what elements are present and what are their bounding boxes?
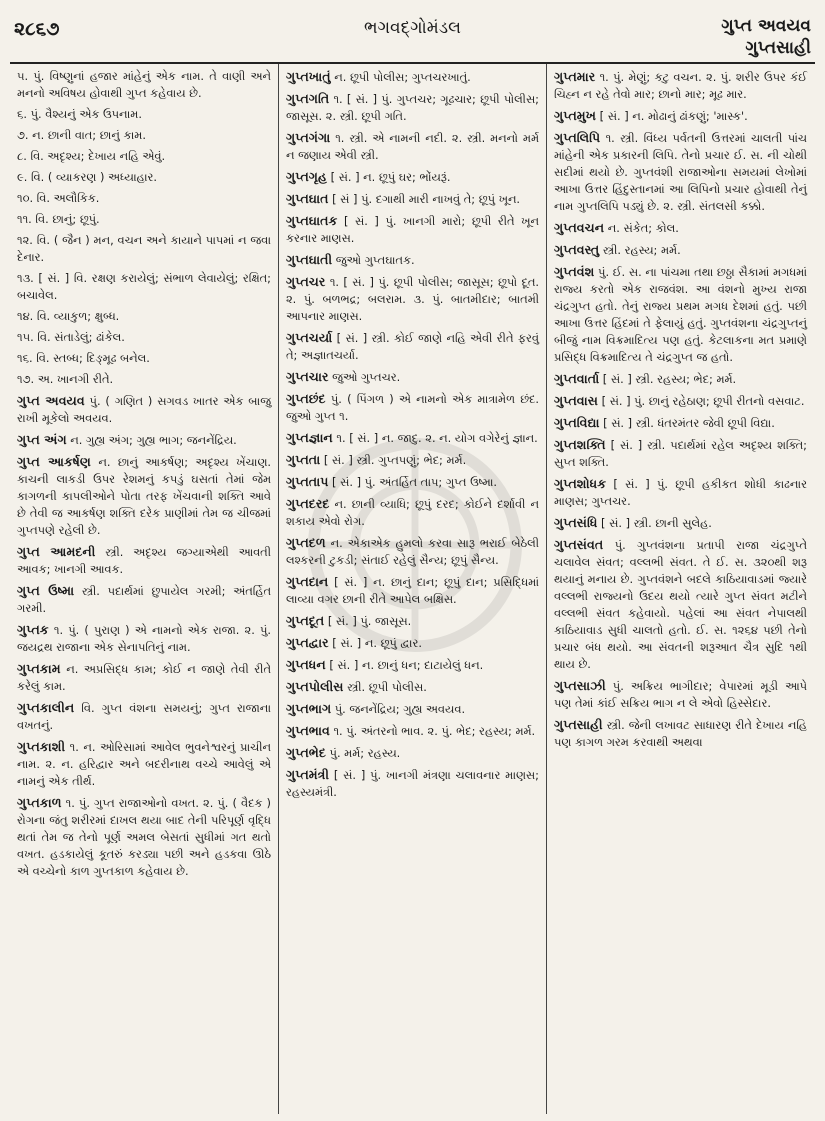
entry-headword: ગુપ્તક bbox=[17, 622, 49, 637]
dictionary-entry bbox=[286, 368, 539, 386]
dictionary-entry bbox=[286, 612, 539, 630]
dictionary-entry bbox=[286, 429, 539, 447]
guide-word-first: ગુપ્ત અવયવ bbox=[721, 16, 811, 36]
entry-definition: [ સં. ] પું. ખાનગી મારો; છૂપી રીતે ખૂન કરનાર માણસ. bbox=[286, 214, 539, 245]
entry-definition: ૧૫. વિ. સંતાડેલું; ઢાંકેલ. bbox=[17, 330, 125, 344]
dictionary-entry bbox=[554, 219, 807, 237]
entry-definition: પું. ગુપ્તવંશના પ્રતાપી રાજા ચંદ્રગુપ્તે ચલાવેલ સંવત; વલ્લભી સંવત. તે ઈ. સ. ૩૨૦થી શરૂ થયાનું મનાય છે. ગુપ્તવંશને બદલે કાઠિયાવાડમાં જ્યારે વલ્લભી રાજ્યનો ઉદય થયો ત્યારે ગુપ્ત સંવત મટીને વલ્લભી સંવત કહેવાયો. પહેલાં આ સંવત નેપાલથી કાઠિયાવાડ સુધી ચાલતો હતો. ઈ. સ. ૧૨૬૪ પછી તેનો પ્રચાર બંધ થયો. આ સંવતની શરૂઆત ચૈત્ર સુદિ ૧થી થાય છે. bbox=[554, 538, 807, 671]
entry-headword: ગુપ્તદાન bbox=[286, 574, 329, 589]
dictionary-entry bbox=[286, 722, 539, 740]
dictionary-entry bbox=[17, 699, 271, 734]
dictionary-entry bbox=[17, 431, 271, 449]
dictionary-entry bbox=[286, 744, 539, 762]
entry-definition: ન. અપ્રસિદ્ધ કામ; કોઈ ન જાણે તેવી રીતે કરેલું કામ. bbox=[17, 662, 271, 693]
entry-headword: ગુપ્તસંવત bbox=[554, 537, 604, 552]
entry-definition: [ સં. ] સ્ત્રી. છાની સુલેહ. bbox=[601, 516, 712, 530]
entry-headword: ગુપ્તભેદ bbox=[286, 745, 326, 760]
entry-definition: [ સં ] પું. દગાથી મારી નાખવું તે; છૂપું ખૂન. bbox=[332, 192, 521, 206]
entry-headword: ગુપ્ત આકર્ષણ bbox=[17, 454, 91, 469]
guide-word-last: ગુપ્તસાહી bbox=[745, 38, 811, 58]
dictionary-entry bbox=[554, 414, 807, 432]
entry-definition: પું. ( પિંગળ ) એ નામનો એક માત્રામેળ છંદ. જુઓ ગુપ્ત ૧. bbox=[286, 392, 539, 423]
column-middle bbox=[278, 64, 546, 1114]
dictionary-entry bbox=[17, 660, 271, 695]
entry-definition: ૧૦. વિ. અલૌકિક. bbox=[17, 191, 100, 205]
entry-definition: ૯. વિ. ( વ્યાકરણ ) અધ્યાહાર. bbox=[17, 170, 158, 184]
entry-definition: પું. ઈ. સ. ના પાંચમા તથા છઠ્ઠા સૈકામાં મગધમાં રાજ્ય કરતો એક રાજવંશ. આ વંશનો મુખ્ય રાજા ચંદ્રગુપ્ત હતો. તેનું રાજ્ય પ્રથમ મગધ દેશમાં હતું. પછી આખા ઉત્તર હિંદમાં તે ફેલાયું હતું. ગુપ્તવંશના ચંદ્રગુપ્તનું બીજું નામ વિક્રમાદિત્ય પણ હતું. કેટલાકના મત પ્રમાણે પ્રસિદ્ધ વિક્રમાદિત્ય તે ચંદ્રગુપ્ત જ હતો. bbox=[554, 265, 807, 364]
dictionary-entry bbox=[17, 329, 271, 346]
dictionary-entry bbox=[17, 148, 271, 165]
entry-headword: ગુપ્તવચન bbox=[554, 220, 605, 235]
dictionary-entry bbox=[554, 370, 807, 388]
entry-definition: ૧૩. [ સં. ] વિ. રક્ષણ કરાયેલું; સંભાળ લેવાયેલું; રક્ષિત; બચાવેલ. bbox=[17, 271, 271, 302]
entry-definition: ૧૨. વિ. ( જૈન ) મન, વચન અને કાયાને પાપમાં ન જવા દેનાર. bbox=[17, 233, 271, 264]
entry-definition: ન. સંકેત; કોલ. bbox=[607, 221, 679, 235]
dictionary-entry bbox=[286, 329, 539, 364]
dictionary-entry bbox=[17, 392, 271, 427]
dictionary-entry bbox=[17, 794, 271, 880]
entry-definition: ૫. પું. વિષ્ણુનાં હજાર માંહેનું એક નામ. તે વાણી અને મનનો અવિષય હોવાથી ગુપ્ત કહેવાય છે. bbox=[17, 69, 271, 100]
entry-headword: ગુપ્તવાર્તા bbox=[554, 371, 600, 386]
entry-headword: ગુપ્તસાઝી bbox=[554, 678, 606, 693]
dictionary-entry bbox=[286, 190, 539, 208]
dictionary-entry bbox=[17, 270, 271, 304]
dictionary-columns bbox=[10, 64, 815, 1114]
entry-definition: ૧૧. વિ. છાનું; છૂપું. bbox=[17, 212, 100, 226]
dictionary-entry bbox=[286, 251, 539, 269]
entry-definition: ૧. સ્ત્રી. એ નામની નદી. ૨. સ્ત્રી. મનનો મર્મ ન જણાય એવી સ્ત્રી. bbox=[286, 131, 539, 162]
entry-definition: ૬. પું. વૈશ્યનું એક ઉપનામ. bbox=[17, 107, 142, 121]
dictionary-entry bbox=[286, 656, 539, 674]
entry-definition: ન. એકાએક હુમલો કરવા સારૂ ભરાઈ બેઠેલી લશ્કરની ટુકડી; સંતાઈ રહેલું સૈન્ય; છૂપું સૈન્ય. bbox=[286, 536, 540, 567]
entry-definition: સ્ત્રી. પદાર્થમાં છુપાયેલ ગરમી; અંતર્હિત ગરમી. bbox=[17, 584, 271, 615]
page-number: ૨૮૬૭ bbox=[14, 18, 60, 40]
dictionary-entry bbox=[286, 212, 539, 247]
entry-headword: ગુપ્તગતિ bbox=[286, 91, 330, 106]
dictionary-entry bbox=[554, 514, 807, 532]
dictionary-entry bbox=[17, 211, 271, 228]
dictionary-entry bbox=[17, 453, 271, 539]
entry-headword: ગુપ્તઘાતક bbox=[286, 213, 338, 228]
entry-headword: ગુપ્તકામ bbox=[17, 661, 61, 676]
entry-definition: જુઓ ગુપ્તચર. bbox=[332, 370, 401, 384]
entry-definition: પું. મર્મ; રહસ્ય. bbox=[329, 746, 401, 760]
entry-headword: ગુપ્તમાર bbox=[554, 69, 596, 84]
entry-headword: ગુપ્તમુખ bbox=[554, 108, 597, 123]
entry-definition: [ સં. ] સ્ત્રી. કોઈ જાણે નહિ એવી રીતે ફરવું તે; અજ્ઞાતચર્યા. bbox=[286, 331, 539, 362]
entry-definition: [ સં. ] પું. છૂપી હકીકત શોધી કાઢનાર માણસ; ગુપ્તચર. bbox=[554, 477, 807, 508]
dictionary-entry bbox=[17, 190, 271, 207]
dictionary-entry bbox=[286, 678, 539, 696]
entry-headword: ગુપ્ત અવયવ bbox=[17, 393, 85, 408]
dictionary-entry bbox=[286, 129, 539, 164]
dictionary-entry bbox=[554, 716, 807, 751]
entry-definition: જુઓ ગુપ્તઘાતક. bbox=[335, 253, 415, 267]
entry-definition: [ સં. ] પું. અંતર્હિત તાપ; ગુપ્ત ઉષ્મા. bbox=[332, 475, 498, 489]
entry-definition: સ્ત્રી. છૂપી પોલીસ. bbox=[347, 680, 427, 694]
entry-definition: સ્ત્રી. અદૃશ્ય જગ્યાએથી આવતી આવક; ખાનગી આવક. bbox=[17, 545, 271, 576]
entry-headword: ગુપ્તતા bbox=[286, 452, 321, 467]
entry-definition: ૧. પું. ( પુરાણ ) એ નામનો એક રાજા. ૨. પું. જયદ્રથ રાજાના એક સેનાપતિનું નામ. bbox=[17, 623, 272, 654]
entry-definition: ૧. પું. અંતરનો ભાવ. ૨. પું. ભેદ; રહસ્ય; મર્મ. bbox=[333, 724, 536, 738]
entry-definition: ૮. વિ. અદૃશ્ય; દેખાય નહિ એવું. bbox=[17, 149, 166, 163]
dictionary-entry bbox=[554, 475, 807, 510]
dictionary-entry bbox=[286, 700, 539, 718]
dictionary-entry bbox=[286, 766, 539, 801]
dictionary-entry bbox=[17, 308, 271, 325]
dictionary-entry bbox=[286, 573, 539, 608]
dictionary-entry bbox=[286, 90, 539, 125]
entry-definition: ન. ગુહ્ય અંગ; ગુહ્ય ભાગ; જનનેંદ્રિય. bbox=[70, 433, 237, 447]
entry-definition: ૧૪. વિ. વ્યાકુળ; ક્ષુબ્ધ. bbox=[17, 309, 120, 323]
dictionary-entry bbox=[554, 263, 807, 366]
entry-definition: [ સં. ] ન. મોઢાનું ઢાંકણું; 'માસ્ક'. bbox=[599, 109, 748, 123]
entry-definition: ૧૭. અ. ખાનગી રીતે. bbox=[17, 372, 114, 386]
entry-definition: પું. જનનેંદ્રિય; ગુહ્ય અવયવ. bbox=[334, 702, 466, 716]
entry-headword: ગુપ્તમંત્રી bbox=[286, 767, 330, 782]
dictionary-entry bbox=[554, 677, 807, 712]
entry-definition: ૧. ન. ઓરિસામાં આવેલ ભુવનેશ્વરનું પ્રાચીન નામ. ૨. ન. હરિદ્વાર અને બદરીનાથ વચ્ચે આવેલું એ નામનું એક તીર્થ. bbox=[17, 740, 271, 788]
entry-headword: ગુપ્તદળ bbox=[286, 535, 326, 550]
entry-definition: [ સં. ] ન. છૂપું ઘર; ભોંયરૂં. bbox=[330, 170, 451, 184]
entry-headword: ગુપ્તભાવ bbox=[286, 723, 330, 738]
dictionary-entry bbox=[17, 738, 271, 790]
entry-definition: ૧. સ્ત્રી. વિંધ્ય પર્વતની ઉત્તરમાં ચાલતી પાંચ માંહેની એક પ્રકારની લિપિ. તેનો પ્રચાર ઈ. સ. ની ચોથી સદીમાં થયો છે. ગુપ્તવંશી રાજાઓના સમયમાં લેખોમાં આખા ઉત્તર હિંદુસ્તાનમાં આ લિપિનો પ્રચાર હોવાથી તેનું નામ ગુપ્તલિપિ પડ્યું છે. ૨. સ્ત્રી. સંતલસી કક્કો. bbox=[554, 131, 807, 213]
entry-headword: ગુપ્ત આમદની bbox=[17, 544, 96, 559]
entry-definition: ૧૬. વિ. સ્તબ્ધ; દિઙ્મૂઢ બનેલ. bbox=[17, 351, 150, 365]
entry-definition: પું. અક્રિય ભાગીદાર; વેપારમાં મૂડી આપે પણ તેમાં કાંઈ સક્રિય ભાગ ન લે એવો હિસ્સેદાર. bbox=[554, 679, 807, 710]
dictionary-entry bbox=[286, 534, 539, 569]
entry-headword: ગુપ્તસંધિ bbox=[554, 515, 598, 530]
entry-headword: ગુપ્તદ્વાર bbox=[286, 635, 329, 650]
column-right bbox=[546, 64, 814, 1114]
entry-headword: ગુપ્તપોલીસ bbox=[286, 679, 344, 694]
dictionary-entry bbox=[286, 390, 539, 425]
entry-headword: ગુપ્તદૂત bbox=[286, 613, 325, 628]
entry-headword: ગુપ્તચર્યા bbox=[286, 330, 333, 345]
entry-headword: ગુપ્તશક્તિ bbox=[554, 437, 606, 452]
entry-definition: ન. છાનું આકર્ષણ; અદૃશ્ય ખેંચાણ. કાચની લાકડી ઉપર રેશમનું કપડું ઘસતાં તેમાં જેમ કાગળની કાપલીઓને પોતા તરફ ખેંચવાની શક્તિ આવે છે તેવી જ આકર્ષણ શક્તિ દરેક પ્રાણીમાં તેમ જ ચીજમાં ગુપ્તપણે રહેલી છે. bbox=[17, 455, 271, 537]
entry-headword: ગુપ્તકાળ bbox=[17, 795, 62, 810]
entry-headword: ગુપ્તસાહી bbox=[554, 717, 603, 732]
dictionary-entry bbox=[286, 473, 539, 491]
dictionary-entry bbox=[286, 273, 539, 325]
entry-headword: ગુપ્તચાર bbox=[286, 369, 329, 384]
entry-headword: ગુપ્તધન bbox=[286, 657, 326, 672]
entry-headword: ગુપ્ત અંગ bbox=[17, 432, 67, 447]
dictionary-entry bbox=[554, 536, 807, 673]
running-title: ભગવદ્ગોમંડલ bbox=[364, 18, 461, 38]
entry-definition: [ સં. ] સ્ત્રી. રહસ્ય; ભેદ; મર્મ. bbox=[602, 372, 737, 386]
entry-headword: ગુપ્તકાશી bbox=[17, 739, 66, 754]
entry-definition: [ સં. ] ન. છાનું દાન; છૂપું દાન; પ્રસિદ્ધિમાં લાવ્યા વગર છાની રીતે આપેલ બક્ષિસ. bbox=[286, 575, 540, 606]
entry-headword: ગુપ્તછંદ bbox=[286, 391, 326, 406]
entry-headword: ગુપ્ત ઉષ્મા bbox=[17, 583, 75, 598]
entry-definition: ૧. પું. મેણું; કટુ વચન. ૨. પું. શરીર ઉપર કંઈ ચિહ્ન ન રહે તેવો માર; છાનો માર; મૂઢ માર. bbox=[554, 70, 808, 101]
entry-headword: ગુપ્તતાપ bbox=[286, 474, 329, 489]
entry-definition: ૭. ન. છાની વાત; છાનું કામ. bbox=[17, 128, 146, 142]
entry-headword: ગુપ્તઘાત bbox=[286, 191, 329, 206]
entry-headword: ગુપ્તગૃહ bbox=[286, 169, 327, 184]
entry-headword: ગુપ્તખાતું bbox=[286, 69, 331, 84]
dictionary-entry bbox=[554, 129, 807, 215]
entry-headword: ગુપ્તવસ્તુ bbox=[554, 242, 600, 257]
dictionary-entry bbox=[554, 436, 807, 471]
entry-headword: ગુપ્તવિદ્યા bbox=[554, 415, 600, 430]
entry-definition: ૧. [ સં. ] ન. જાદુ. ૨. ન. યોગ વગેરેનું જ્ઞાન. bbox=[336, 431, 538, 445]
dictionary-entry bbox=[554, 68, 807, 103]
entry-definition: [ સં. ] સ્ત્રી. પદાર્થમાં રહેલ અદૃશ્ય શક્તિ; સુપ્ત શક્તિ. bbox=[554, 438, 807, 469]
column-left bbox=[10, 64, 278, 1114]
entry-definition: ૧. [ સં. ] પું. છૂપી પોલીસ; જાસૂસ; છૂપો દૂત. ૨. પું. બળભદ્ર; બલરામ. ૩. પું. બાતમીદાર; બાતમી આપનાર માણસ. bbox=[286, 275, 540, 323]
entry-headword: ગુપ્તદરદ bbox=[286, 496, 330, 511]
entry-headword: ગુપ્તલિપિ bbox=[554, 130, 601, 145]
entry-headword: ગુપ્તકાલીન bbox=[17, 700, 75, 715]
entry-definition: ૧. [ સં. ] પું. ગુપ્તચર; ગૂઢચાર; છૂપી પોલીસ; જાસૂસ. ૨. સ્ત્રી. છૂપી ગતિ. bbox=[286, 92, 540, 123]
entry-headword: ગુપ્તચર bbox=[286, 274, 326, 289]
entry-definition: ૧. પું. ગુપ્ત રાજાઓનો વખત. ૨. પું. ( વૈદક ) રોગના જંતુ શરીરમાં દાખલ થયા બાદ તેની પરિપૂર્ણ વૃદ્ધિ થતાં તેમ જ તેનો પૂર્ણ અમલ બેસતાં સુધીમાં ગત થતો વખત. હડકાયેલું કૂતરું કરડ્યા પછી અને હડકવા ઊઠે એ વચ્ચેનો કાળ ગુપ્તકાળ કહેવાય છે. bbox=[17, 796, 271, 878]
entry-headword: ગુપ્તશોધક bbox=[554, 476, 607, 491]
dictionary-entry bbox=[554, 392, 807, 410]
dictionary-entry bbox=[17, 127, 271, 144]
dictionary-entry bbox=[17, 232, 271, 266]
entry-headword: ગુપ્તગંગા bbox=[286, 130, 331, 145]
entry-headword: ગુપ્તજ્ઞાન bbox=[286, 430, 333, 445]
entry-headword: ગુપ્તભાગ bbox=[286, 701, 332, 716]
dictionary-entry bbox=[17, 582, 271, 617]
dictionary-entry bbox=[17, 371, 271, 388]
dictionary-entry bbox=[17, 543, 271, 578]
dictionary-entry bbox=[286, 168, 539, 186]
dictionary-entry bbox=[17, 68, 271, 102]
entry-definition: [ સં. ] સ્ત્રી. ધંતરમંતર જેવી છૂપી વિદ્યા. bbox=[603, 416, 775, 430]
entry-definition: [ સં. ] ન. છાનું ધન; દાટાયેલું ધન. bbox=[329, 658, 484, 672]
entry-headword: ગુપ્તવંશ bbox=[554, 264, 595, 279]
entry-definition: સ્ત્રી. જેની લખાવટ સાધારણ રીતે દેખાય નહિ પણ કાગળ ગરમ કરવાથી અથવા bbox=[554, 718, 807, 749]
entry-definition: સ્ત્રી. રહસ્ય; મર્મ. bbox=[602, 243, 681, 257]
entry-headword: ગુપ્તઘાતી bbox=[286, 252, 333, 267]
entry-definition: [ સં. ] સ્ત્રી. ગુપ્તપણું; ભેદ; મર્મ. bbox=[323, 453, 467, 467]
dictionary-entry bbox=[286, 495, 539, 530]
entry-headword: ગુપ્તવાસ bbox=[554, 393, 598, 408]
dictionary-entry bbox=[554, 107, 807, 125]
entry-definition: [ સં. ] પું. ખાનગી મંત્રણા ચલાવનાર માણસ; રહસ્યમંત્રી. bbox=[286, 768, 539, 799]
dictionary-entry bbox=[17, 621, 271, 656]
dictionary-entry bbox=[17, 106, 271, 123]
entry-definition: ન. છાની વ્યાધિ; છૂપું દરદ; કોઈને દર્શાવી ન શકાય એવો રોગ. bbox=[286, 497, 540, 528]
dictionary-entry bbox=[286, 451, 539, 469]
dictionary-entry bbox=[17, 169, 271, 186]
entry-definition: ન. છૂપી પોલીસ; ગુપ્તચરખાતું. bbox=[334, 70, 471, 84]
entry-definition: [ સં. ] પું. છાનું રહેઠાણ; છૂપી રીતનો વસવાટ. bbox=[601, 394, 805, 408]
entry-definition: [ સં. ] ન. છૂપું દ્વાર. bbox=[332, 636, 422, 650]
entry-definition: [ સં. ] પું. જાસૂસ. bbox=[327, 614, 412, 628]
dictionary-entry bbox=[286, 68, 539, 86]
dictionary-entry bbox=[286, 634, 539, 652]
dictionary-entry bbox=[554, 241, 807, 259]
entry-definition: વિ. ગુપ્ત વંશના સમયનું; ગુપ્ત રાજાના વખતનું. bbox=[17, 701, 271, 732]
dictionary-entry bbox=[17, 350, 271, 367]
page-header bbox=[0, 0, 825, 62]
entry-definition: પું. ( ગણિત ) સગવડ ખાતર એક બાજુ રાખી મૂકેલો અવયવ. bbox=[17, 394, 271, 425]
